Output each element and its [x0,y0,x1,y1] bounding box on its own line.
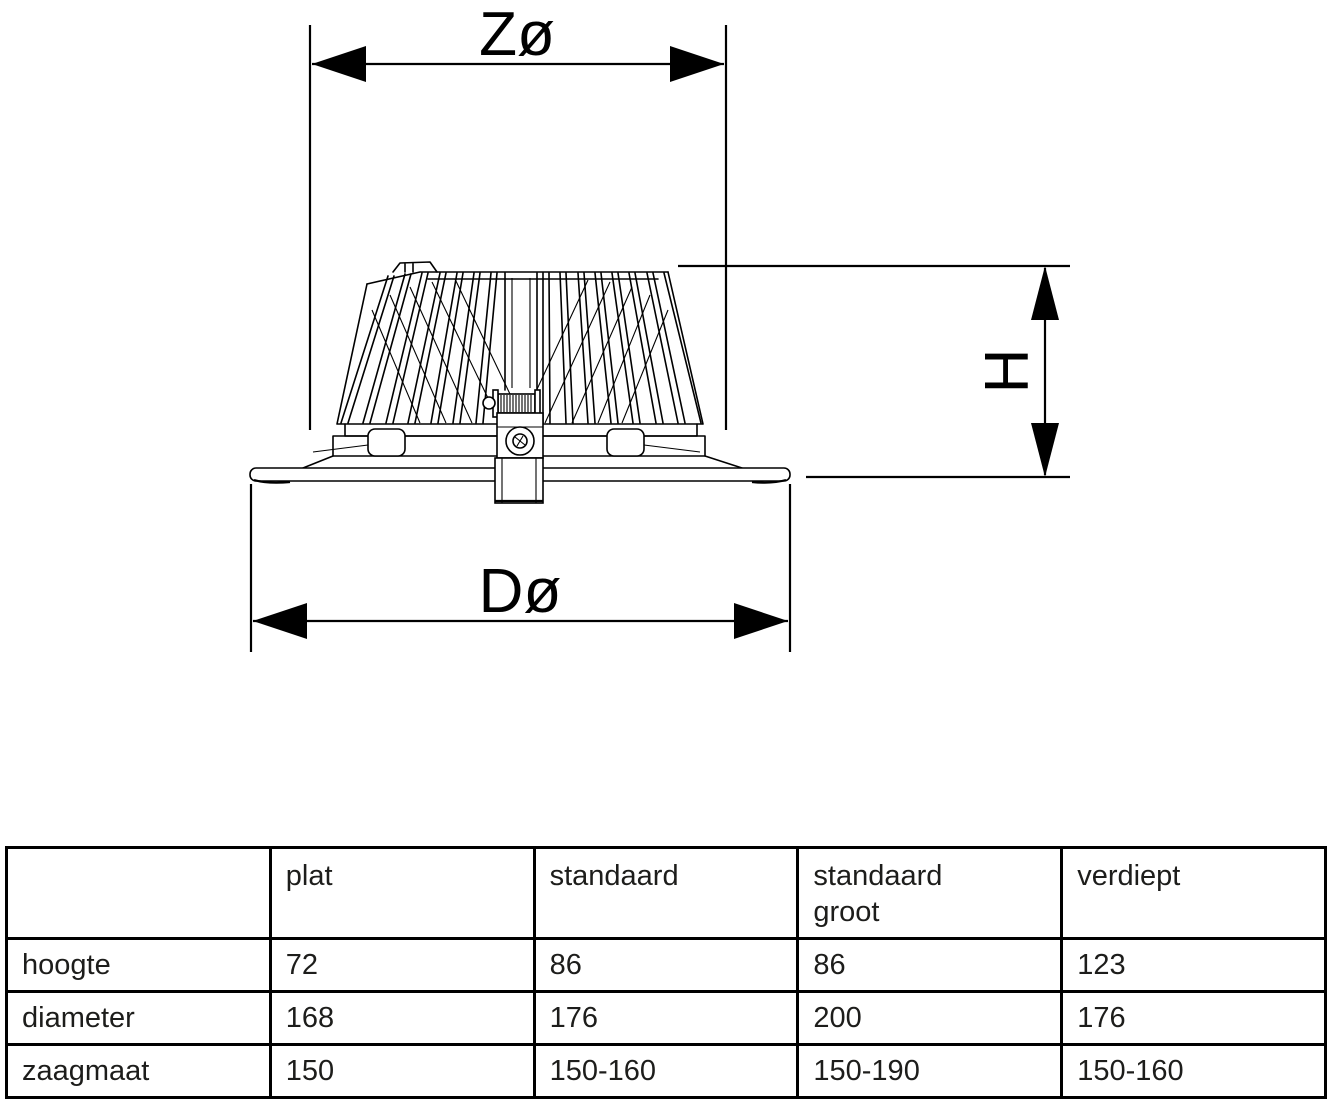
dimension-z [310,0,726,430]
arrowhead-left-icon [312,46,366,82]
table-cell: 150-160 [1062,1045,1326,1098]
d-diameter-label: Dø [478,557,562,626]
column-header-plat: plat [270,848,534,939]
table-cell: 176 [1062,992,1326,1045]
table-row-zaagmaat [7,1045,1326,1098]
table-cell: 123 [1062,939,1326,992]
table-header-row [7,848,1326,939]
table-cell: 168 [270,992,534,1045]
table-cell: 150-160 [534,1045,798,1098]
table-cell: 86 [534,939,798,992]
fixture-center-clip [483,390,543,503]
arrowhead-right-icon [734,603,788,639]
row-label: zaagmaat [7,1045,271,1098]
z-extension-lines [310,25,726,430]
table-row-diameter [7,992,1326,1045]
column-header-standaard: standaard [534,848,798,939]
arrowhead-left-icon [253,603,307,639]
table-cell: 200 [798,992,1062,1045]
left-clip-tab [368,429,405,456]
row-label: hoogte [7,939,271,992]
dimension-h [678,266,1070,477]
table-corner-cell [7,848,271,939]
column-header-verdiept: verdiept [1062,848,1326,939]
z-diameter-label: Zø [479,0,555,69]
dimension-d [251,484,790,652]
row-label: diameter [7,992,271,1045]
height-label: H [973,348,1042,394]
arrowhead-down-icon [1031,423,1059,477]
arrowhead-right-icon [670,46,724,82]
table-cell: 176 [534,992,798,1045]
arrowhead-up-icon [1031,266,1059,320]
table-cell: 72 [270,939,534,992]
table-cell: 86 [798,939,1062,992]
right-clip-tab [607,429,644,456]
table-row-hoogte [7,939,1326,992]
dimensions-table [5,846,1327,1099]
table-cell: 150-190 [798,1045,1062,1098]
table-cell: 150 [270,1045,534,1098]
column-header-standaard-groot: standaard groot [798,848,1062,939]
